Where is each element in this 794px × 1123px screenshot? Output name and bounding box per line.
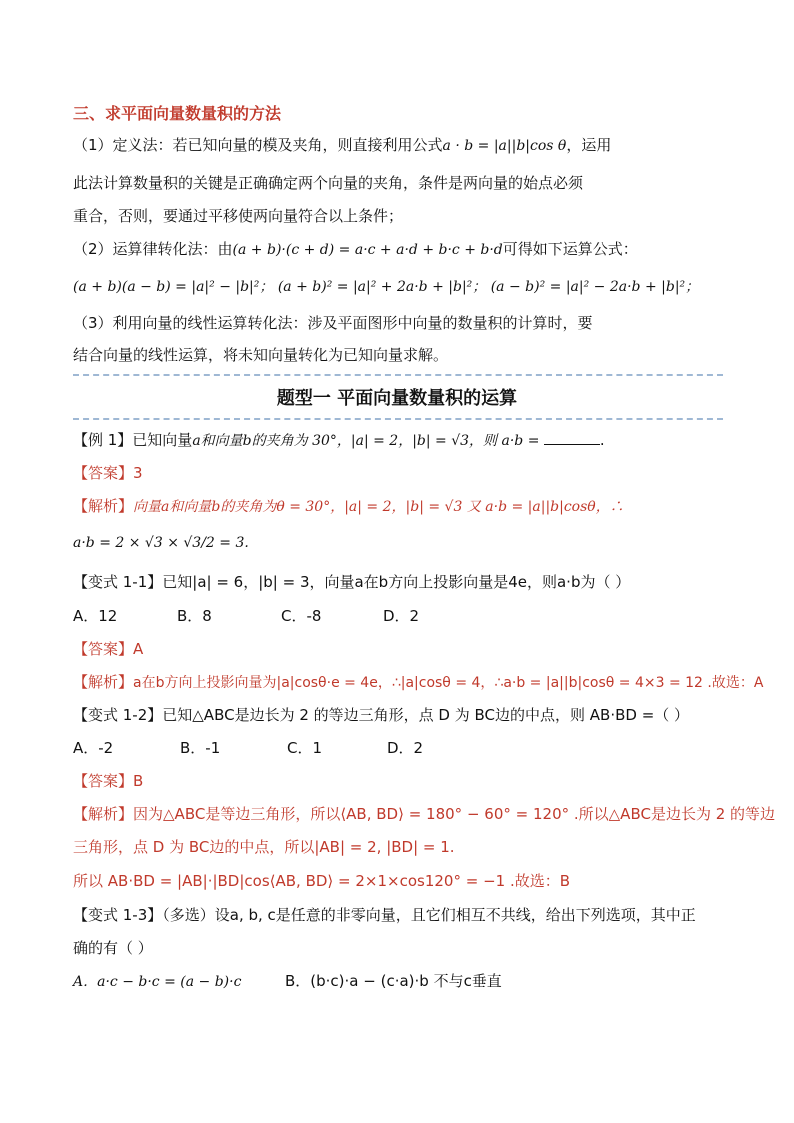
variant1-3-question-line2: 确的有（ ） — [73, 939, 153, 957]
type-title: 题型一 平面向量数量积的运算 — [276, 388, 518, 409]
answer-label: 【答案】 — [73, 772, 134, 790]
analysis-label: 【解析】 — [73, 805, 134, 823]
option-b: B．(b·c)·a − (c·a)·b 不与c垂直 — [285, 972, 502, 990]
answer-value: A — [133, 640, 144, 658]
answer-label: 【答案】 — [73, 464, 134, 482]
analysis-text: a在b方向上投影向量为|a|cosθ·e = 4e，∴|a|cosθ = 4，∴a·b = |a||b|cosθ = 4×3 = 12 .故选：A — [133, 675, 764, 691]
option-a: A．12 — [73, 607, 118, 625]
option-c: C．1 — [287, 739, 323, 757]
variant1-1-question: 【变式 1-1】已知|a| = 6，|b| = 3，向量a在b方向上投影向量是4e，则a·b为（ ） — [73, 573, 631, 591]
method2-formula: (a + b)·(c + d) = a·c + a·d + b·c + b·d — [232, 242, 503, 258]
variant1-1-options — [73, 606, 419, 626]
analysis-line1: 向量a和向量b的夹角为θ = 30°，|a| = 2，|b| = √3 又 a·b = |a||b|cosθ，∴ — [133, 499, 624, 515]
example1-head: 【例 1】已知向量 — [73, 431, 193, 449]
analysis-text: 因为△ABC是等边三角形，所以⟨AB, BD⟩ = 180° − 60° = 120° .所以△ABC是边长为 2 的等边 — [133, 805, 776, 823]
method1-line2: 此法计算数量积的关键是正确确定两个向量的夹角，条件是两向量的始点必须 — [73, 174, 584, 192]
answer-value: 3 — [133, 464, 143, 482]
divider-top — [73, 374, 723, 376]
variant1-3-question-line1: 【变式 1-3】（多选）设a, b, c是任意的非零向量，且它们相互不共线，给出下列选项，其中正 — [73, 906, 696, 924]
method1-line3: 重合，否则，要通过平移使两向量符合以上条件； — [73, 207, 404, 225]
option-d: D．2 — [383, 607, 420, 625]
example1-question — [73, 430, 605, 451]
method1-formula: a · b = |a||b|cos θ — [442, 138, 567, 154]
example1-tail: . — [599, 431, 605, 449]
example1-analysis — [73, 496, 624, 517]
method2-formulas: (a + b)(a − b) = |a|² − |b|²； (a + b)² = |a|² + 2a·b + |b|²； (a − b)² = |a|² − 2a·b + |b|²； — [73, 279, 700, 295]
variant1-3-options — [73, 971, 502, 992]
variant1-2-analysis-line2: 三角形，点 D 为 BC边的中点，所以|AB| = 2, |BD| = 1. — [73, 838, 455, 856]
variant1-2-answer — [73, 771, 143, 791]
divider-bottom — [73, 418, 723, 420]
method2-tail: 可得如下运算公式： — [502, 240, 638, 258]
example1-body: a和向量b的夹角为 30°，|a| = 2，|b| = √3，则 a·b = — [192, 433, 544, 449]
variant1-2-analysis-line1 — [73, 804, 775, 824]
answer-value: B — [133, 772, 144, 790]
method3-line1: （3）利用向量的线性运算转化法：涉及平面图形中向量的数量积的计算时，要 — [73, 314, 593, 332]
analysis-label: 【解析】 — [73, 497, 134, 515]
variant1-1-analysis — [73, 672, 763, 693]
option-b: B．8 — [177, 607, 212, 625]
option-a: A．a·c − b·c = (a − b)·c — [73, 974, 242, 990]
method1-tail: ，运用 — [566, 136, 612, 154]
method2-line1 — [73, 239, 638, 260]
answer-label: 【答案】 — [73, 640, 134, 658]
option-d: D．2 — [387, 739, 424, 757]
variant1-2-question: 【变式 1-2】已知△ABC是边长为 2 的等边三角形，点 D 为 BC边的中点，则 AB·BD =（ ） — [73, 706, 690, 724]
answer-blank — [544, 430, 600, 445]
method1-line1 — [73, 135, 611, 156]
variant1-1-answer — [73, 639, 143, 659]
example1-analysis-line2: a·b = 2 × √3 × √3/2 = 3. — [73, 535, 249, 551]
variant1-2-analysis-line3: 所以 AB·BD = |AB|·|BD|cos⟨AB, BD⟩ = 2×1×cos120° = −1 .故选：B — [73, 872, 571, 890]
variant1-2-options — [73, 738, 423, 758]
option-b: B．-1 — [180, 739, 221, 757]
analysis-label: 【解析】 — [73, 673, 134, 691]
option-a: A．-2 — [73, 739, 114, 757]
method3-line2: 结合向量的线性运算，将未知向量转化为已知向量求解。 — [73, 346, 449, 364]
section-title: 三、求平面向量数量积的方法 — [73, 104, 282, 123]
method2-head: （2）运算律转化法：由 — [73, 240, 233, 258]
example1-answer — [73, 463, 143, 483]
option-c: C．-8 — [281, 607, 322, 625]
method1-text: （1）定义法：若已知向量的模及夹角，则直接利用公式 — [73, 136, 443, 154]
